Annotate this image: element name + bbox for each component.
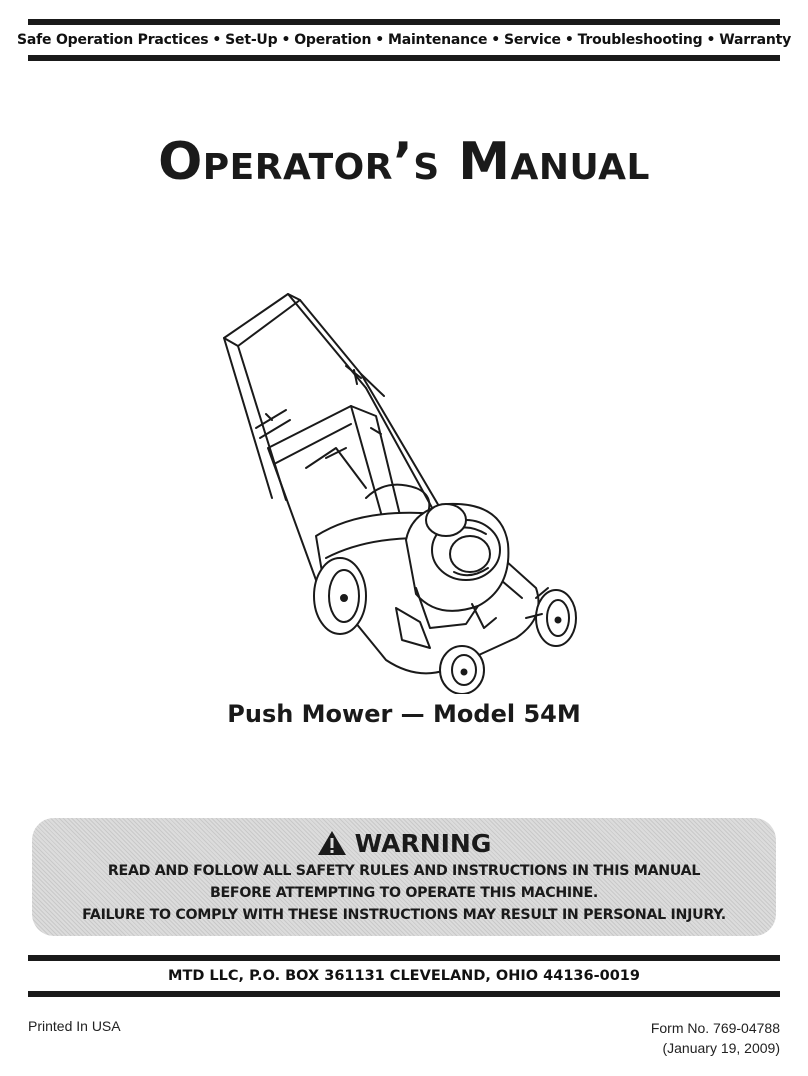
- nav-item-troubleshooting: Troubleshooting: [577, 32, 703, 48]
- top-rule-lower: [28, 55, 780, 61]
- nav-item-maintenance: Maintenance: [387, 32, 488, 48]
- warning-line-3: FAILURE TO COMPLY WITH THESE INSTRUCTIONS MAY RESULT IN PERSONAL INJURY.: [82, 907, 726, 923]
- footer-rule-lower: [28, 991, 780, 997]
- form-info: [651, 1018, 780, 1058]
- nav-separator: •: [491, 32, 501, 48]
- warning-heading-row: [32, 826, 776, 860]
- nav-item-safe-operation: Safe Operation Practices: [16, 32, 209, 48]
- top-rule-upper: [28, 19, 780, 25]
- model-subtitle: Push Mower — Model 54M: [227, 700, 581, 728]
- form-number: Form No. 769-04788: [650, 1020, 780, 1036]
- nav-separator: •: [375, 32, 384, 48]
- warning-line-1: READ AND FOLLOW ALL SAFETY RULES AND INSTRUCTIONS IN THIS MANUAL: [107, 863, 701, 879]
- printed-in: Printed In USA: [28, 1018, 121, 1034]
- warning-heading: WARNING: [354, 828, 492, 858]
- nav-item-operation: Operation: [294, 32, 372, 48]
- page-title: Operator’s Manual: [158, 132, 650, 192]
- nav-separator: •: [281, 32, 291, 48]
- warning-triangle-icon: [317, 830, 347, 856]
- nav-item-service: Service: [504, 32, 561, 48]
- push-mower-illustration: [216, 288, 586, 694]
- nav-separator: •: [564, 32, 574, 48]
- form-date: (January 19, 2009): [662, 1040, 780, 1056]
- nav-separator: •: [212, 32, 222, 48]
- nav-separator: •: [706, 32, 716, 48]
- company-address: MTD LLC, P.O. BOX 361131 CLEVELAND, OHIO 44136-0019: [168, 968, 640, 984]
- warning-box: [32, 818, 776, 936]
- nav-item-set-up: Set-Up: [225, 32, 278, 48]
- warning-line-2: BEFORE ATTEMPTING TO OPERATE THIS MACHINE.: [210, 885, 598, 901]
- nav-item-warranty: Warranty: [719, 32, 792, 48]
- footer-rule-upper: [28, 955, 780, 961]
- top-nav: [16, 27, 792, 53]
